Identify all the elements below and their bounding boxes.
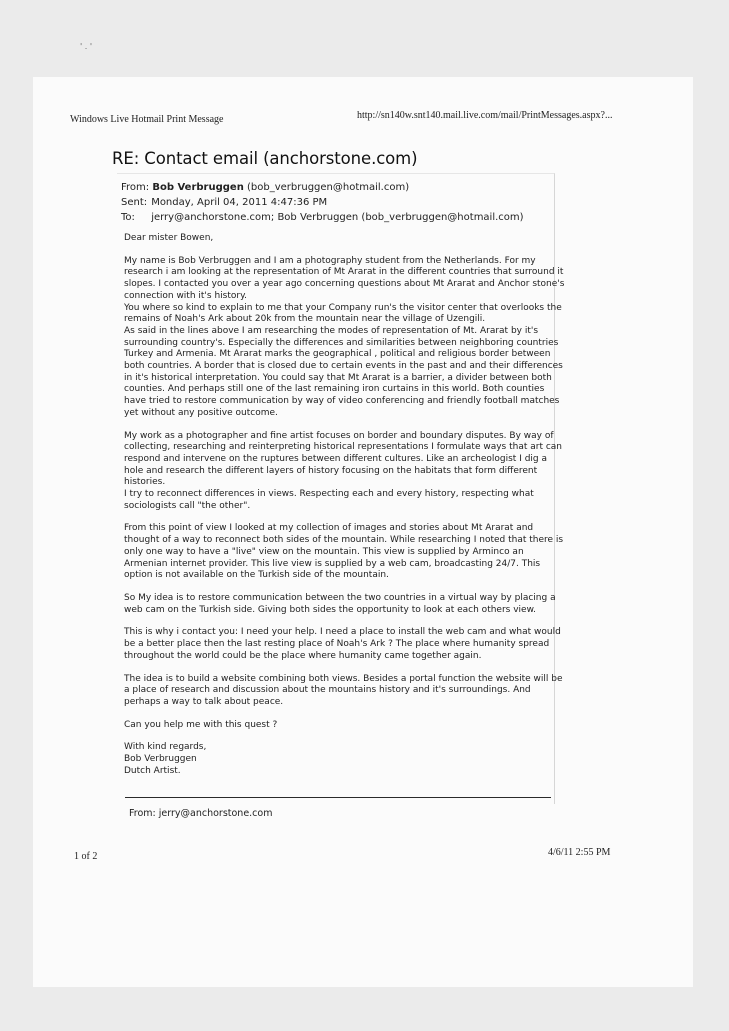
text-line: only one way to have a "live" view on the mountain. This view is supplied by Arminco an <box>124 546 524 557</box>
text-line: research i am looking at the representation of Mt Ararat in the different countries that surround it <box>124 267 564 278</box>
closing <box>124 742 556 777</box>
from-row <box>121 180 524 195</box>
paragraph-4 <box>124 593 556 616</box>
text-line: From this point of view I looked at my collection of images and stories about Mt Ararat and <box>124 523 534 534</box>
scan-specks: ' . ' <box>80 42 93 51</box>
reply-from: From: jerry@anchorstone.com <box>129 808 273 819</box>
paragraph-2 <box>124 430 563 513</box>
text-line: yet without any positive outcome. <box>124 407 278 418</box>
text-line: web cam on the Turkish side. Giving both sides the opportunity to look at each others view. <box>124 604 536 615</box>
sent-value: Monday, April 04, 2011 4:47:36 PM <box>151 197 328 208</box>
text-line: a place of research and discussion about the mountains history and it's surroundings. And <box>124 685 531 696</box>
from-label: From: <box>121 182 150 193</box>
email-headers <box>121 180 524 225</box>
print-datetime: 4/6/11 2:55 PM <box>548 847 611 858</box>
text-line: sociologists call "the other". <box>124 500 251 511</box>
text-line: both countries. A border that is closed due to certain events in the past and and their differences <box>124 361 563 372</box>
print-header-title: Windows Live Hotmail Print Message <box>70 114 224 125</box>
text-line: be a better place then the last resting place of Noah's Ark ? The place where humanity spread <box>124 639 550 650</box>
to-label: To: <box>121 212 135 223</box>
text-line: You where so kind to explain to me that your Company run's the visitor center that overlooks the <box>124 302 562 313</box>
to-row <box>121 210 524 225</box>
text-line: So My idea is to restore communication between the two countries in a virtual way by placing a <box>124 592 556 603</box>
text-line: surrounding country's. Especially the differences and similarities between neighboring countries <box>124 337 559 348</box>
text-line: My name is Bob Verbruggen and I am a photography student from the Netherlands. For my <box>124 255 536 266</box>
text-line: connection with it's history. <box>124 290 247 301</box>
text-line: The idea is to build a website combining both views. Besides a portal function the website will be <box>124 673 563 684</box>
text-line: in it's historical interpretation. You could say that Mt Ararat is a barrier, a divider between both <box>124 372 552 383</box>
text-line: option is not available on the Turkish side of the mountain. <box>124 570 389 581</box>
print-header-url: http://sn140w.snt140.mail.live.com/mail/PrintMessages.aspx?... <box>357 110 613 121</box>
text-line: respond and intervene on the ruptures between different cultures. Like an archeologist I dig a <box>124 453 548 464</box>
page-number: 1 of 2 <box>74 851 98 862</box>
print-page <box>33 77 693 987</box>
text-line: remains of Noah's Ark about 20k from the mountain near the village of Uzengili. <box>124 314 486 325</box>
text-line: Dutch Artist. <box>124 765 181 776</box>
paragraph-1 <box>124 255 565 420</box>
text-line: Armenian internet provider. This live view is supplied by a web cam, broadcasting 24/7. This <box>124 558 541 569</box>
sent-label: Sent: <box>121 197 148 208</box>
text-line: histories. <box>124 477 166 488</box>
text-line: slopes. I contacted you over a year ago concerning questions about Mt Ararat and Anchor stone's <box>124 279 565 290</box>
paragraph-5 <box>124 627 561 662</box>
email-body <box>124 233 565 788</box>
text-line: As said in the lines above I am researching the modes of representation of Mt. Ararat by it's <box>124 325 539 336</box>
to-value: jerry@anchorstone.com; Bob Verbruggen (bob_verbruggen@hotmail.com) <box>151 212 524 223</box>
paragraph-7: Can you help me with this quest ? <box>124 719 278 730</box>
text-line: Bob Verbruggen <box>124 754 197 765</box>
email-subject: RE: Contact email (anchorstone.com) <box>112 149 418 168</box>
reply-divider <box>125 797 551 798</box>
greeting: Dear mister Bowen, <box>124 233 214 243</box>
text-line: collecting, researching and reinterpreting historical representations I formulate ways that art can <box>124 442 563 453</box>
text-line: throughout the world could be the place where humanity came together again. <box>124 650 482 661</box>
text-line: hole and research the different layers of history focusing on the habitats that form different <box>124 465 538 476</box>
email-message <box>117 173 565 804</box>
text-line: I try to reconnect differences in views. Respecting each and every history, respecting what <box>124 489 534 500</box>
sent-row <box>121 195 524 210</box>
text-line: Turkey and Armenia. Mt Ararat marks the geographical , political and religious border between <box>124 349 551 360</box>
from-email: (bob_verbruggen@hotmail.com) <box>247 182 410 193</box>
text-line: perhaps a way to talk about peace. <box>124 696 284 707</box>
text-line: My work as a photographer and fine artist focuses on border and boundary disputes. By way of <box>124 430 554 441</box>
paragraph-3 <box>124 523 564 582</box>
text-line: thought of a way to reconnect both sides of the mountain. While researching I noted that there is <box>124 535 564 546</box>
text-line: This is why i contact you: I need your help. I need a place to install the web cam and what would <box>124 627 561 638</box>
text-line: have tried to restore communication by way of video conferencing and friendly football matches <box>124 396 560 407</box>
from-name: Bob Verbruggen <box>152 182 244 193</box>
paragraph-6 <box>124 673 563 709</box>
text-line: With kind regards, <box>124 742 207 753</box>
text-line: counties. And perhaps still one of the last remaining iron curtains in this world. Both counties <box>124 384 545 395</box>
